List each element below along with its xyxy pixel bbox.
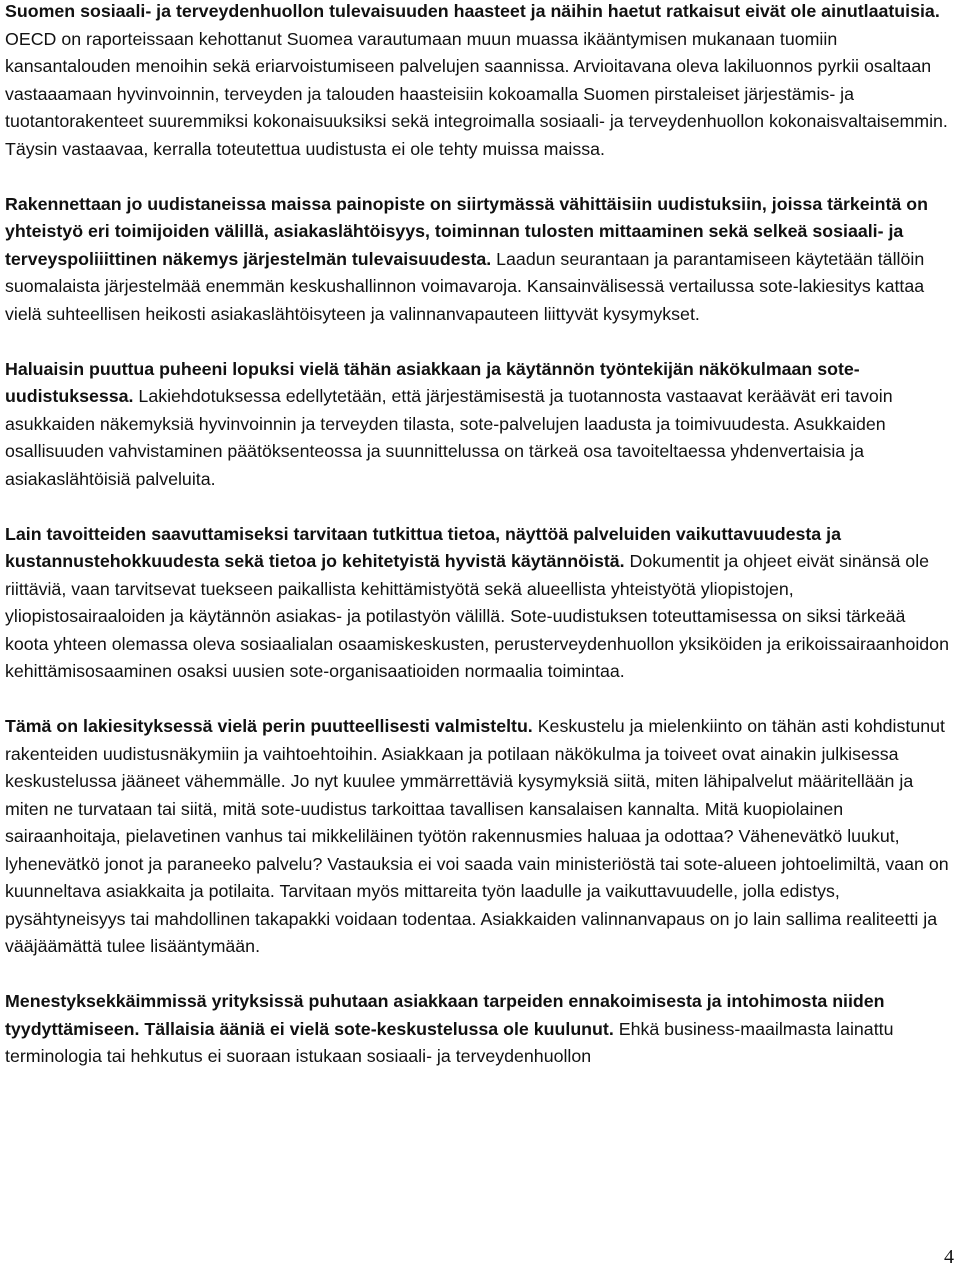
- paragraph-body: Lakiehdotuksessa edellytetään, että järjestämisestä ja tuotannosta vastaavat keräävät eri tavoin asukkaiden näkemyksiä hyvinvoinnin ja terveyden tilasta, sote-palvelujen laadusta ja toimivuudesta. Asukkaiden osallisuuden vahvistaminen päätöksenteossa ja suunnittelussa on tärkeä osa tavoiteltaessa yhdenvertaisia ja asiakaslähtöisiä palveluita.: [5, 386, 893, 489]
- paragraph-4: [5, 521, 950, 686]
- paragraph-body: Laadun seurantaan ja parantamiseen käytetään tällöin suomalaista järjestelmää enemmän keskushallinnon voimavaroja. Kansainvälisessä vertailussa sote-lakiesitys kattaa vielä suhteellisen heikosti asiakaslähtöisyteen ja valinnanvapauteen liittyvät kysymykset.: [5, 248, 925, 324]
- paragraph-lead: Menestyksekkäimmissä yrityksissä puhutaan asiakkaan tarpeiden ennakoimisesta ja intohimosta niiden tyydyttämiseen. Tällaisia ääniä ei vielä sote-keskustelussa ole kuulunut.: [5, 991, 885, 1039]
- paragraph-body: Ehkä business-maailmasta lainattu terminologia tai hehkutus ei suoraan istukaan sosiaali- ja terveydenhuollon: [5, 1018, 894, 1066]
- paragraph-lead: Suomen sosiaali- ja terveydenhuollon tulevaisuuden haasteet ja näihin haetut ratkaisut eivät ole ainutlaatuisia.: [5, 1, 940, 21]
- paragraph-body: Dokumentit ja ohjeet eivät sinänsä ole riittäviä, vaan tarvitsevat tuekseen paikallista kehittämistyötä sekä alueellista yhteistyötä yliopistojen, yliopistosairaaloiden ja käytännön asiakas- ja potilastyön välillä. Sote-uudistuksen toteuttamisessa on siksi tärkeää koota yhteen olemassa oleva sosiaalialan osaamiskeskusten, perusterveydenhuollon yksiköiden ja erikoissairaanhoidon kehittämisosaaminen osaksi uusien sote-organisaatioiden normaalia toimintaa.: [5, 551, 949, 681]
- paragraph-lead: Tämä on lakiesityksessä vielä perin puutteellisesti valmisteltu.: [5, 716, 533, 736]
- document-page: [5, 0, 950, 1098]
- paragraph-2: [5, 191, 950, 329]
- paragraph-3: [5, 356, 950, 494]
- paragraph-5: [5, 713, 950, 961]
- paragraph-lead: Rakennettaan jo uudistaneissa maissa painopiste on siirtymässä vähittäisiin uudistuksiin, joissa tärkeintä on yhteistyö eri toimijoiden välillä, asiakaslähtöisyys, toiminnan tulosten mittaaminen sekä selkeä sosiaali- ja terveyspoliiittinen näkemys järjestelmän tulevaisuudesta.: [5, 193, 928, 269]
- paragraph-lead: Lain tavoitteiden saavuttamiseksi tarvitaan tutkittua tietoa, näyttöä palveluiden vaikuttavuudesta ja kustannustehokkuudesta sekä tietoa jo kehitetyistä hyvistä käytännöistä.: [5, 523, 841, 571]
- paragraph-body: OECD on raporteissaan kehottanut Suomea varautumaan muun muassa ikääntymisen mukanaan tuomiin kansantalouden menoihin sekä eriarvoistumiseen palvelujen saannissa. Arvioitavana oleva lakiluonnos pyrkii osaltaan vastaaamaan hyvinvoinnin, terveyden ja talouden haasteisiin kokoamalla Suomen pirstaleiset järjestämis- ja tuotantorakenteet suuremmiksi kokonaisuuksiksi sekä integroimalla sosiaali- ja terveydenhuollon kokonaisvaltaisemmin. Täysin vastaavaa, kerralla toteutettua uudistusta ei ole tehty muissa maissa.: [5, 28, 948, 159]
- paragraph-6: [5, 988, 950, 1071]
- paragraph-body: Keskustelu ja mielenkiinto on tähän asti kohdistunut rakenteiden uudistusnäkymiin ja vaihtoehtoihin. Asiakkaan ja potilaan näkökulma ja toiveet ovat ainakin julkisessa keskustelussa jääneet vähemmälle. Jo nyt kuulee ymmärrettäviä kysymyksiä siitä, miten lähipalvelut määritellään ja miten ne turvataan tai siitä, mitä sote-uudistus tarkoittaa tavallisen kansalaisen kannalta. Mitä kuopiolainen sairaanhoitaja, pielavetinen vanhus tai mikkeliläinen työtön rakennusmies haluaa ja odottaa? Vähenevätkö luukut, lyhenevätkö jonot ja paraneeko palvelu? Vastauksia ei voi saada vain ministeriöstä tai sote-alueen johtoelimiltä, vaan on kuunneltava asiakkaita ja potilaita. Tarvitaan myös mittareita työn laadulle ja vaikuttavuudelle, jolla edistys, pysähtyneisyys tai mahdollinen takapakki voidaan todentaa. Asiakkaiden valinnanvapaus on jo lain sallima realiteetti ja vääjäämättä tulee lisääntymään.: [5, 716, 949, 956]
- page-number: 4: [944, 1246, 954, 1268]
- paragraph-lead: Haluaisin puuttua puheeni lopuksi vielä tähän asiakkaan ja käytännön työntekijän näkökulmaan sote-uudistuksessa.: [5, 358, 860, 406]
- paragraph-1: [5, 0, 950, 163]
